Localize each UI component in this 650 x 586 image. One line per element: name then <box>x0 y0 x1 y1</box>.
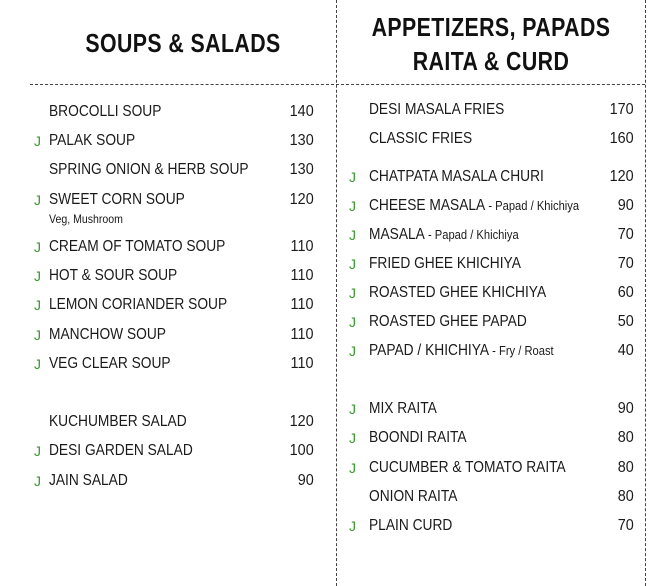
jain-marker: J <box>349 430 356 446</box>
menu-item <box>349 486 634 508</box>
jain-marker: J <box>349 518 356 534</box>
jain-marker: J <box>349 256 356 272</box>
menu-item <box>34 411 314 433</box>
item-price: 130 <box>289 161 314 178</box>
menu-item <box>349 457 634 479</box>
jain-marker: J <box>349 343 356 359</box>
menu-item <box>34 236 314 258</box>
right-border <box>645 0 646 586</box>
menu-item <box>349 515 634 537</box>
jain-marker: J <box>349 169 356 185</box>
menu-item <box>34 265 314 287</box>
jain-marker: J <box>34 443 41 459</box>
item-name: KUCHUMBER SALAD <box>49 413 187 430</box>
item-name-main: MASALA <box>369 226 425 243</box>
item-price: 80 <box>617 429 634 446</box>
item-name <box>369 340 554 362</box>
menu-item <box>349 427 634 449</box>
jain-marker: J <box>34 239 41 255</box>
item-price: 90 <box>617 197 634 214</box>
jain-marker: J <box>349 227 356 243</box>
item-price: 100 <box>289 442 314 459</box>
appetizers-heading-line1: APPETIZERS, PAPADS <box>371 12 611 42</box>
menu-item <box>349 398 634 420</box>
item-name: FRIED GHEE KHICHIYA <box>369 255 521 272</box>
item-price: 110 <box>291 296 314 313</box>
item-name-main: PAPAD / KHICHIYA <box>369 342 490 359</box>
menu-item <box>34 440 314 462</box>
item-price: 90 <box>617 400 634 417</box>
menu-item <box>349 311 634 333</box>
item-name: CUCUMBER & TOMATO RAITA <box>369 459 566 476</box>
jain-marker: J <box>34 327 41 343</box>
item-name: JAIN SALAD <box>49 472 128 489</box>
item-name: CREAM OF TOMATO SOUP <box>49 238 226 255</box>
item-price: 120 <box>289 413 314 430</box>
item-name: DESI GARDEN SALAD <box>49 442 193 459</box>
item-price: 120 <box>609 168 634 185</box>
item-name: MIX RAITA <box>369 400 437 417</box>
item-price: 170 <box>609 101 634 118</box>
menu-item <box>34 189 314 211</box>
menu-item <box>34 324 314 346</box>
appetizers-heading-line2: RAITA & CURD <box>412 46 570 76</box>
item-name-sub: - Papad / Khichiya <box>424 227 519 242</box>
item-name: VEG CLEAR SOUP <box>49 355 171 372</box>
item-price: 120 <box>289 191 314 208</box>
menu-item <box>34 159 314 181</box>
jain-marker: J <box>34 473 41 489</box>
item-price: 80 <box>617 459 634 476</box>
menu-item <box>34 294 314 316</box>
menu-item <box>34 130 314 152</box>
menu-item <box>349 128 634 150</box>
jain-marker: J <box>34 356 41 372</box>
item-name: SWEET CORN SOUP <box>49 191 185 208</box>
item-price: 70 <box>617 255 634 272</box>
item-name-sub: - Fry / Roast <box>489 343 554 358</box>
item-price: 70 <box>617 226 634 243</box>
item-price: 40 <box>617 342 634 359</box>
menu-item <box>349 340 634 362</box>
column-divider <box>336 0 337 586</box>
item-name: ROASTED GHEE PAPAD <box>369 313 527 330</box>
item-price: 160 <box>609 130 634 147</box>
menu-item <box>349 282 634 304</box>
menu-item <box>349 253 634 275</box>
jain-marker: J <box>349 401 356 417</box>
menu-item <box>349 166 634 188</box>
item-name: PALAK SOUP <box>49 132 136 149</box>
item-price: 130 <box>289 132 314 149</box>
menu-item <box>349 195 634 217</box>
jain-marker: J <box>34 268 41 284</box>
item-price: 70 <box>617 517 634 534</box>
item-price: 60 <box>617 284 634 301</box>
jain-marker: J <box>34 133 41 149</box>
menu-item <box>349 224 634 246</box>
item-price: 110 <box>291 355 314 372</box>
item-price: 110 <box>291 326 314 343</box>
item-name: PLAIN CURD <box>369 517 453 534</box>
menu-item <box>349 99 634 121</box>
jain-marker: J <box>34 192 41 208</box>
jain-marker: J <box>34 297 41 313</box>
item-note: Veg, Mushroom <box>49 212 123 226</box>
item-price: 50 <box>617 313 634 330</box>
item-name: SPRING ONION & HERB SOUP <box>49 161 249 178</box>
item-name: HOT & SOUR SOUP <box>49 267 178 284</box>
header-divider <box>30 84 645 85</box>
item-price: 90 <box>297 472 314 489</box>
item-name-sub: - Papad / Khichiya <box>485 198 580 213</box>
item-name <box>369 195 579 217</box>
item-price: 110 <box>291 267 314 284</box>
appetizers-heading <box>364 10 618 78</box>
jain-marker: J <box>349 285 356 301</box>
item-name: CLASSIC FRIES <box>369 130 473 147</box>
item-price: 80 <box>617 488 634 505</box>
menu-item <box>34 470 314 492</box>
item-price: 140 <box>289 103 314 120</box>
menu-item <box>34 353 314 375</box>
item-name <box>369 224 519 246</box>
item-name-main: CHEESE MASALA <box>369 197 486 214</box>
menu-item <box>34 101 314 123</box>
jain-marker: J <box>349 314 356 330</box>
jain-marker: J <box>349 198 356 214</box>
item-name: BOONDI RAITA <box>369 429 467 446</box>
item-name: MANCHOW SOUP <box>49 326 166 343</box>
item-name: BROCOLLI SOUP <box>49 103 162 120</box>
item-price: 110 <box>291 238 314 255</box>
item-name: ONION RAITA <box>369 488 458 505</box>
item-name: CHATPATA MASALA CHURI <box>369 168 544 185</box>
item-name: DESI MASALA FRIES <box>369 101 505 118</box>
item-name: ROASTED GHEE KHICHIYA <box>369 284 547 301</box>
jain-marker: J <box>349 460 356 476</box>
soups-salads-heading: SOUPS & SALADS <box>85 28 281 58</box>
item-name: LEMON CORIANDER SOUP <box>49 296 228 313</box>
